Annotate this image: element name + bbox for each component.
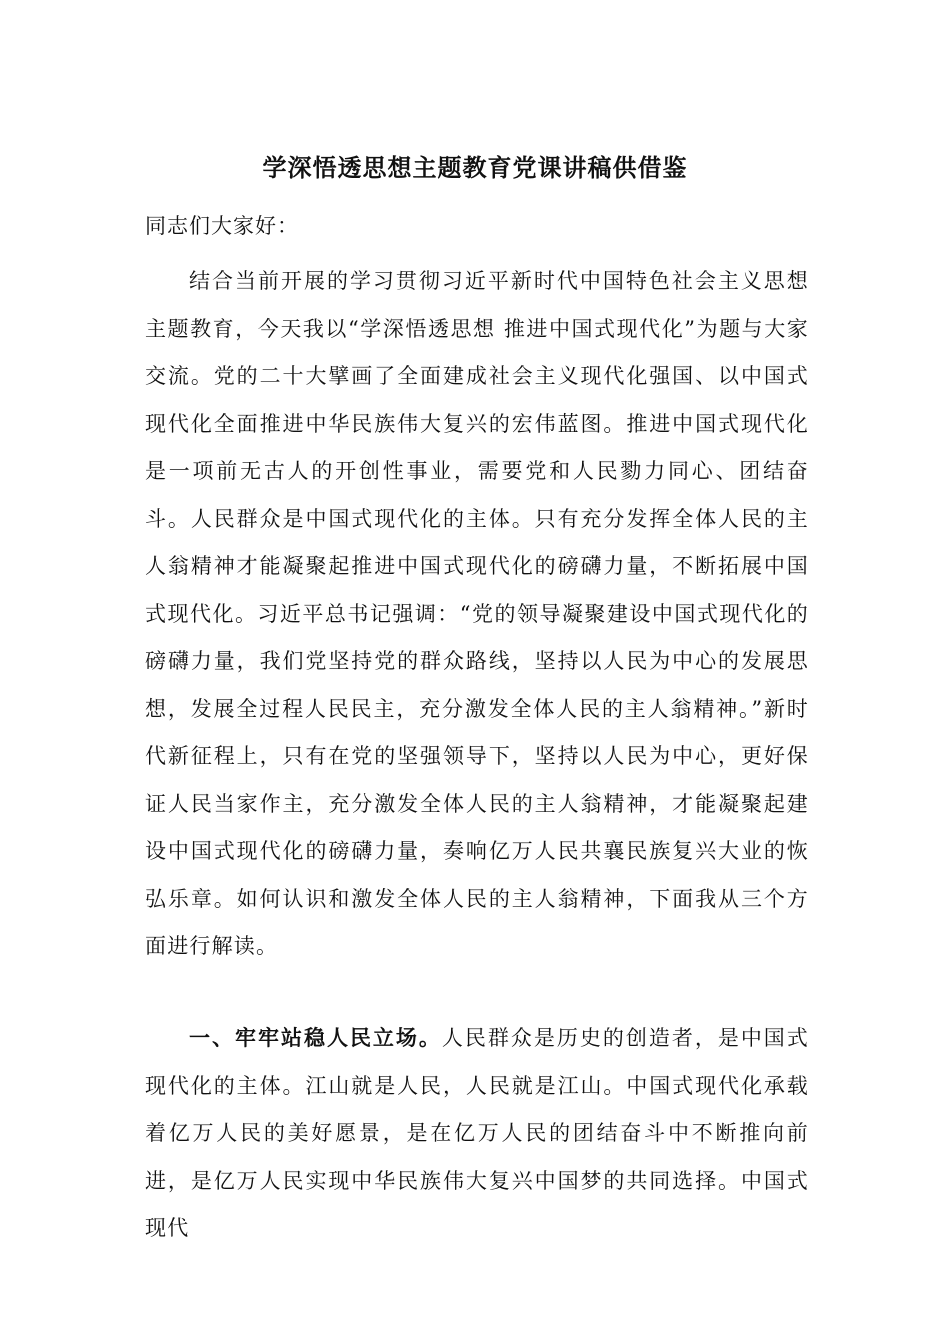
section-1-heading: 一、牢牢站稳人民立场。 — [189, 1025, 442, 1050]
paragraph-section-1 — [145, 1014, 809, 1253]
salutation: 同志们大家好： — [145, 214, 299, 238]
paragraph-introduction: 结合当前开展的学习贯彻习近平新时代中国特色社会主义思想主题教育，今天我以“学深悟透思想 推进中国式现代化”为题与大家交流。党的二十大擘画了全面建成社会主义现代化强国、以中国式现代化全面推进中华民族伟大复兴的宏伟蓝图。推进中国式现代化是一项前无古人的开创性事业，需要党和人民勠力同心、团结奋斗。人民群众是中国式现代化的主体。只有充分发挥全体人民的主人翁精神才能凝聚起推进中国式现代化的磅礴力量，不断拓展中国式现代化。习近平总书记强调：“党的领导凝聚建设中国式现代化的磅礴力量，我们党坚持党的群众路线，坚持以人民为中心的发展思想，发展全过程人民民主，充分激发全体人民的主人翁精神。”新时代新征程上，只有在党的坚强领导下，坚持以人民为中心，更好保证人民当家作主，充分激发全体人民的主人翁精神，才能凝聚起建设中国式现代化的磅礴力量，奏响亿万人民共襄民族复兴大业的恢弘乐章。如何认识和激发全体人民的主人翁精神，下面我从三个方面进行解读。 — [145, 269, 809, 958]
section-1-text: 人民群众是历史的创造者，是中国式现代化的主体。江山就是人民，人民就是江山。中国式现代化承载着亿万人民的美好愿景，是在亿万人民的团结奋斗中不断推向前进，是亿万人民实现中华民族伟大复兴中国梦的共同选择。中国式现代 — [145, 1026, 810, 1240]
document-title: 学深悟透思想主题教育党课讲稿供借鉴 — [262, 153, 688, 182]
